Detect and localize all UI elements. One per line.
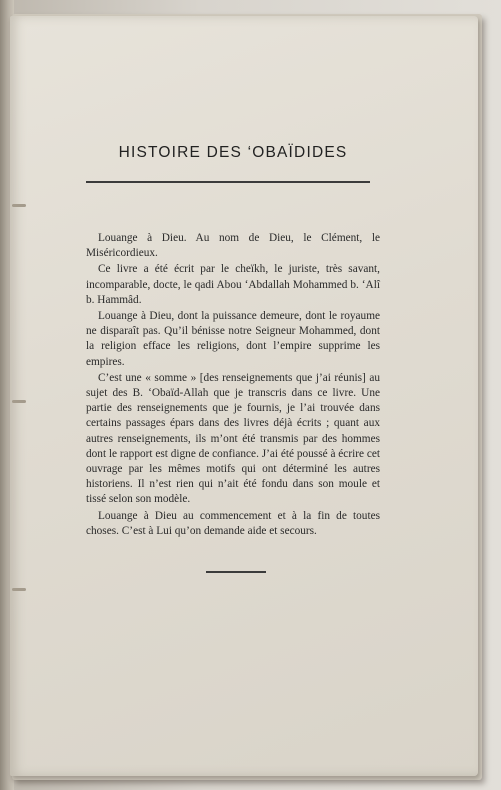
binding-thread (12, 400, 26, 403)
paragraph: Louange à Dieu au commencement et à la fin de toutes choses. C’est à Lui qu’on demande aide et secours. (86, 509, 380, 537)
paragraph: Ce livre a été écrit par le cheïkh, le juriste, très savant, incomparable, docte, le qadi Abou ‘Abdallah Mohammed b. ‘Alî b. Hammâd. (86, 263, 380, 306)
paragraph: Louange à Dieu. Au nom de Dieu, le Clément, le Miséricordieux. (86, 232, 380, 260)
paragraph: C’est une « somme » [des renseignements que j’ai réunis] au sujet des B. ‘Obaïd-Allah que je transcris dans ce livre. Une partie des renseignements que je fournis, je l’ai trouvée dans certains passages épars dans des livres déjà écrits ; quant aux autres renseignements, ils m’ont été transmis par des hommes dont le rapport est digne de confiance. J’ai été poussé à écrire cet ouvrage par les mêmes motifs qui ont déterminé les autres historiens. Il n’est rien qui n’ait été fondu dans son moule et tissé selon son modèle. (86, 371, 380, 506)
end-rule (206, 571, 266, 573)
binding-thread (12, 588, 26, 591)
page-title: HISTOIRE DES ‘OBAÏDIDES (118, 144, 348, 161)
body-text (86, 231, 380, 539)
title-rule (86, 181, 370, 183)
binding-thread (12, 204, 26, 207)
paragraph: Louange à Dieu, dont la puissance demeure, dont le royaume ne disparaît pas. Qu’il bénisse notre Seigneur Mohammed, dont la religion efface les religions, dont l’empire supprime les empires. (86, 310, 380, 368)
